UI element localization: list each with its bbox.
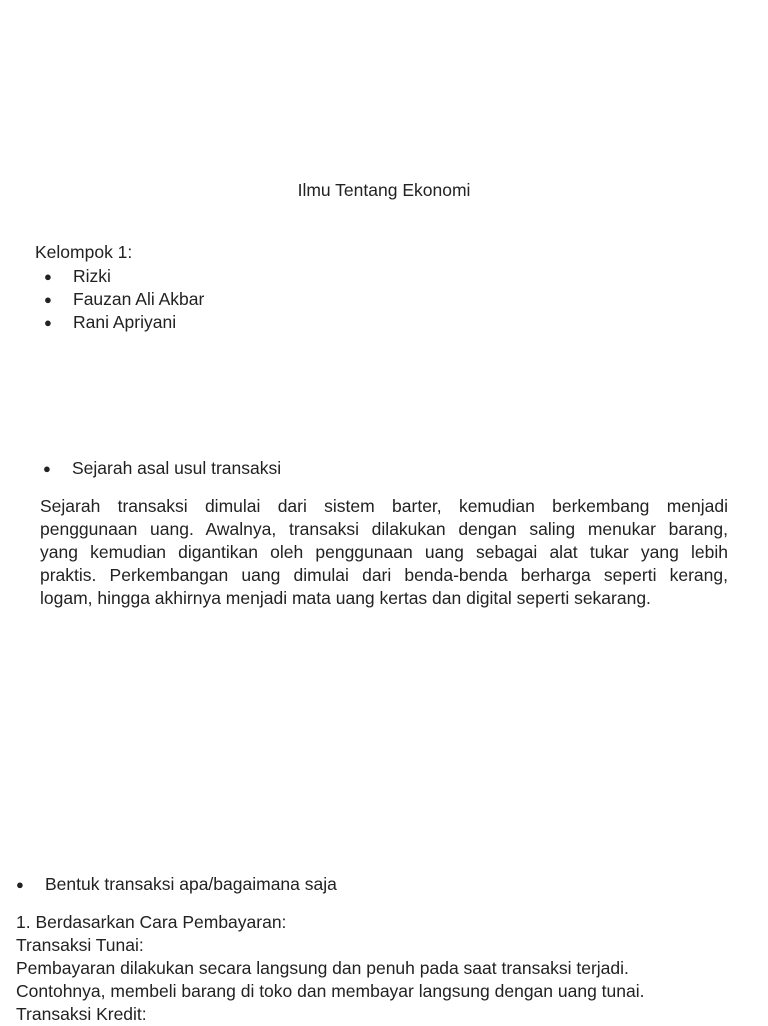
paragraph-line: praktis. Perkembangan uang dimulai dari benda-benda berharga seperti kerang, xyxy=(40,565,728,585)
bullet-icon: ● xyxy=(44,269,52,284)
member-list-item xyxy=(44,311,176,334)
member-list-item xyxy=(44,265,111,288)
bullet-icon: ● xyxy=(44,292,52,307)
document-title: Ilmu Tentang Ekonomi xyxy=(297,180,471,200)
text-line: Transaksi Kredit: xyxy=(16,1004,147,1024)
section-heading-text: Bentuk transaksi apa/bagaimana saja xyxy=(45,874,337,894)
paragraph-line: Sejarah transaksi dimulai dari sistem barter, kemudian berkembang menjadi xyxy=(40,496,728,516)
paragraph-line: logam, hingga akhirnya menjadi mata uang kertas dan digital seperti sekarang. xyxy=(40,588,651,608)
text-line: Pembayaran dilakukan secara langsung dan penuh pada saat transaksi terjadi. xyxy=(16,958,629,978)
section-heading-text: Sejarah asal usul transaksi xyxy=(72,458,282,478)
bullet-icon: ● xyxy=(43,461,51,476)
transaction-forms-text xyxy=(16,911,756,1026)
member-name: Rizki xyxy=(73,266,111,286)
bullet-icon: ● xyxy=(16,877,24,892)
paragraph-line: penggunaan uang. Awalnya, transaksi dilakukan dengan saling menukar barang, xyxy=(40,519,728,539)
text-line: Transaksi Tunai: xyxy=(16,935,144,955)
text-line: 1. Berdasarkan Cara Pembayaran: xyxy=(16,912,287,932)
history-paragraph xyxy=(40,495,728,610)
member-name: Rani Apriyani xyxy=(73,312,177,332)
member-name: Fauzan Ali Akbar xyxy=(73,289,205,309)
bullet-icon: ● xyxy=(44,315,52,330)
paragraph-line: yang kemudian digantikan oleh penggunaan uang sebagai alat tukar yang lebih xyxy=(40,542,728,562)
section-heading-history xyxy=(43,457,281,480)
section-heading-forms xyxy=(16,873,337,896)
group-label: Kelompok 1: xyxy=(35,242,133,262)
member-list-item xyxy=(44,288,204,311)
text-line: Contohnya, membeli barang di toko dan membayar langsung dengan uang tunai. xyxy=(16,981,645,1001)
